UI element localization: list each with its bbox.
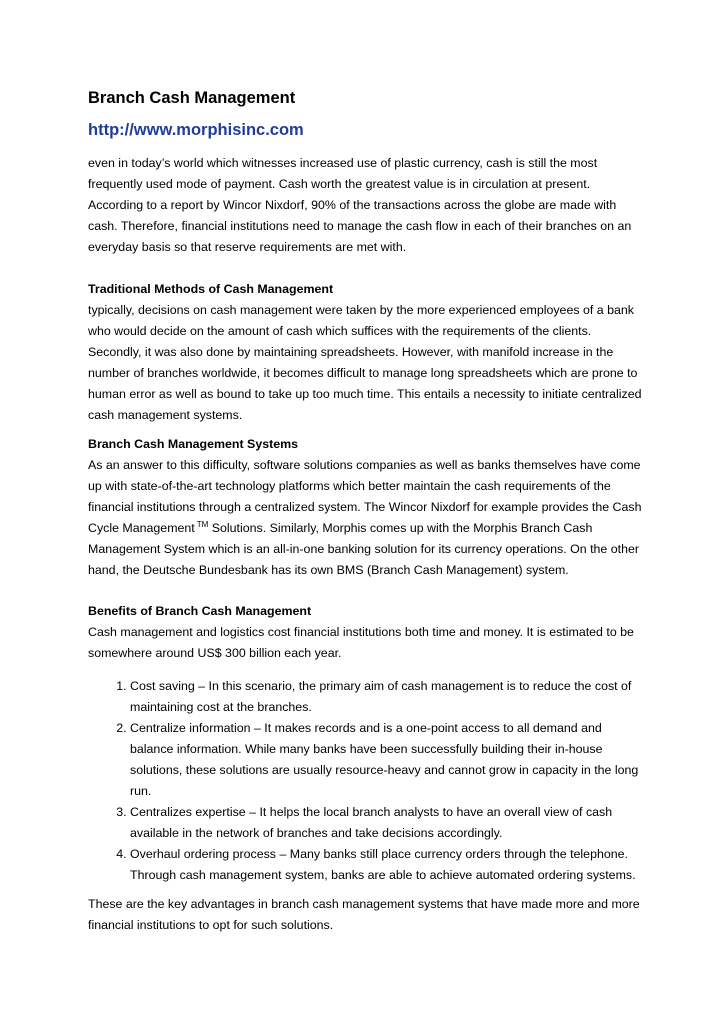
- section-branch-cash-systems: [88, 434, 644, 581]
- section-heading: Benefits of Branch Cash Management: [88, 604, 312, 618]
- intro-paragraph: even in today’s world which witnesses increased use of plastic currency, cash is still the most frequently used mode of payment. Cash worth the greatest value is in circulation at present. According to a report by Wincor Nixdorf, 90% of the transactions across the globe are made with cash. Therefore, financial institutions need to manage the cash flow in each of their branches on an everyday basis so that reserve requirements are met with.: [88, 156, 632, 254]
- section-body: typically, decisions on cash management were taken by the more experienced employees of a bank who would decide on the amount of cash which suffices with the requirements of the clients. Secondly, it was also done by maintaining spreadsheets. However, with manifold increase in the number of branches worldwide, it becomes difficult to manage long spreadsheets which are prone to human error as well as bound to take up too much time. This entails a necessity to initiate centralized cash management systems.: [88, 303, 642, 422]
- list-item: 4. Overhaul ordering process – Many banks still place currency orders through the telephone. Through cash management system, banks are able to achieve automated ordering systems.: [130, 844, 644, 886]
- section-body: [88, 455, 644, 581]
- section-heading: Traditional Methods of Cash Management: [88, 282, 334, 296]
- section-heading: Branch Cash Management Systems: [88, 437, 299, 451]
- list-item: 1. Cost saving – In this scenario, the primary aim of cash management is to reduce the cost of maintaining cost at the branches.: [130, 676, 644, 718]
- section-body: Cash management and logistics cost financial institutions both time and money. It is estimated to be somewhere around US$ 300 billion each year.: [88, 625, 634, 660]
- document-title: Branch Cash Management: [88, 89, 296, 107]
- benefits-list: [88, 676, 644, 886]
- section-body-part: Solutions. Similarly, Morphis comes up with the Morphis Branch Cash Management System which is an all-in-one banking solution for its currency operations. On the other hand, the Deutsche Bundesbank has its own BMS (Branch Cash Management) system.: [88, 521, 639, 577]
- document-page: [88, 86, 644, 936]
- section-body-part: As an answer to this difficulty, software solutions companies as well as banks themselves have come up with state-of-the-art technology platforms which better maintain the cash requirements of the financial institutions through a centralized system. The Wincor Nixdorf for example provides the Cash Cycle Management: [88, 458, 642, 535]
- closing-paragraph: These are the key advantages in branch cash management systems that have made more and more financial institutions to opt for such solutions.: [88, 897, 640, 932]
- website-link[interactable]: http://www.morphisinc.com: [88, 121, 304, 139]
- list-item: 3. Centralizes expertise – It helps the local branch analysts to have an overall view of cash available in the network of branches and take decisions accordingly.: [130, 802, 644, 844]
- list-item: 2. Centralize information – It makes records and is a one-point access to all demand and balance information. While many banks have been successfully building their in-house solutions, these solutions are usually resource-heavy and cannot grow in capacity in the long run.: [130, 718, 644, 802]
- section-benefits: [88, 601, 644, 664]
- trademark-mark: TM: [196, 520, 209, 529]
- section-traditional-methods: [88, 279, 644, 426]
